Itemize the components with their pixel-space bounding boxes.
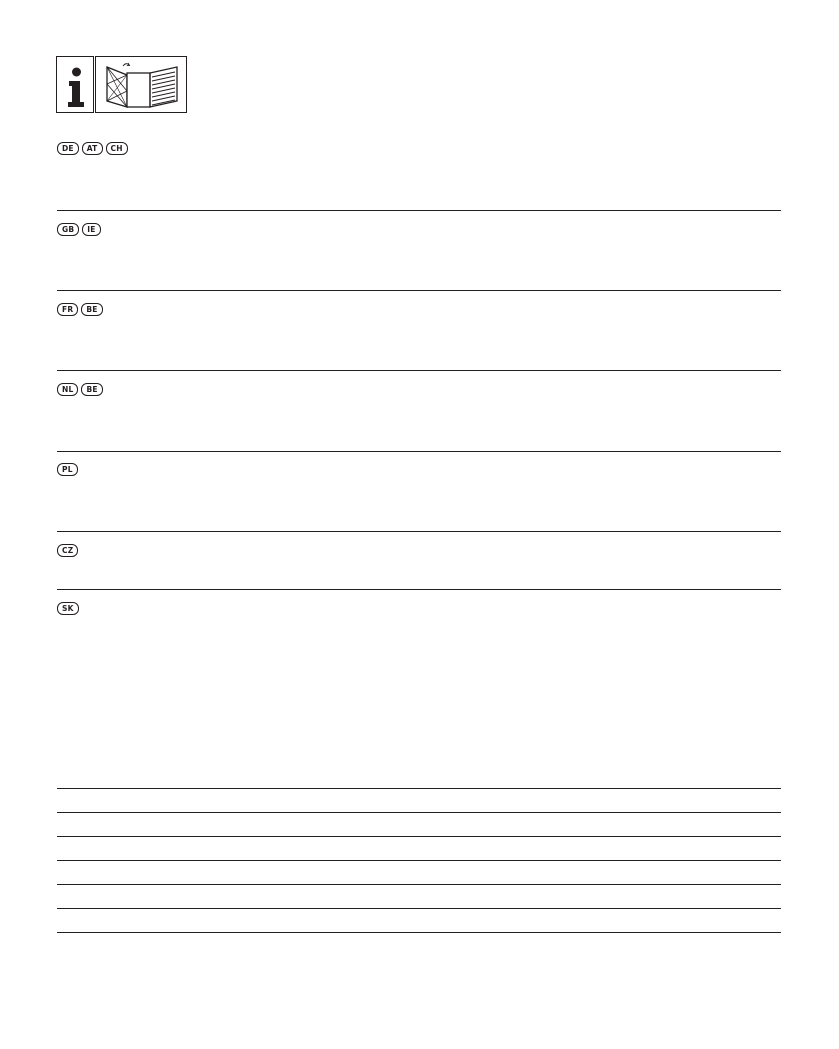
section-divider bbox=[57, 451, 781, 452]
ruled-line bbox=[57, 908, 781, 909]
lang-badge-gb: GB bbox=[57, 223, 79, 236]
ruled-line bbox=[57, 836, 781, 837]
ruled-line bbox=[57, 884, 781, 885]
lang-group-fr-be bbox=[57, 303, 103, 316]
section-divider bbox=[57, 370, 781, 371]
section-divider bbox=[57, 531, 781, 532]
lang-badge-pl: PL bbox=[57, 463, 78, 476]
lang-group-nl-be bbox=[57, 383, 103, 396]
lang-badge-fr: FR bbox=[57, 303, 78, 316]
ruled-line bbox=[57, 932, 781, 933]
lang-badge-at: AT bbox=[82, 142, 103, 155]
lang-badge-be: BE bbox=[81, 303, 102, 316]
ruled-line bbox=[57, 788, 781, 789]
lang-group-de-at-ch bbox=[57, 142, 128, 155]
ruled-line bbox=[57, 860, 781, 861]
lang-group-cz bbox=[57, 544, 78, 557]
lang-group-gb-ie bbox=[57, 223, 101, 236]
info-icon bbox=[56, 56, 94, 113]
ruled-line bbox=[57, 812, 781, 813]
section-divider bbox=[57, 589, 781, 590]
lang-badge-de: DE bbox=[57, 142, 79, 155]
lang-badge-cz: CZ bbox=[57, 544, 78, 557]
lang-badge-nl: NL bbox=[57, 383, 78, 396]
lang-badge-ie: IE bbox=[82, 223, 100, 236]
section-divider bbox=[57, 210, 781, 211]
section-divider bbox=[57, 290, 781, 291]
lang-badge-ch: CH bbox=[106, 142, 128, 155]
lang-group-pl bbox=[57, 463, 78, 476]
fold-out-pages-icon bbox=[95, 56, 187, 113]
lang-group-sk bbox=[57, 602, 79, 615]
lang-badge-be: BE bbox=[81, 383, 102, 396]
lang-badge-sk: SK bbox=[57, 602, 79, 615]
